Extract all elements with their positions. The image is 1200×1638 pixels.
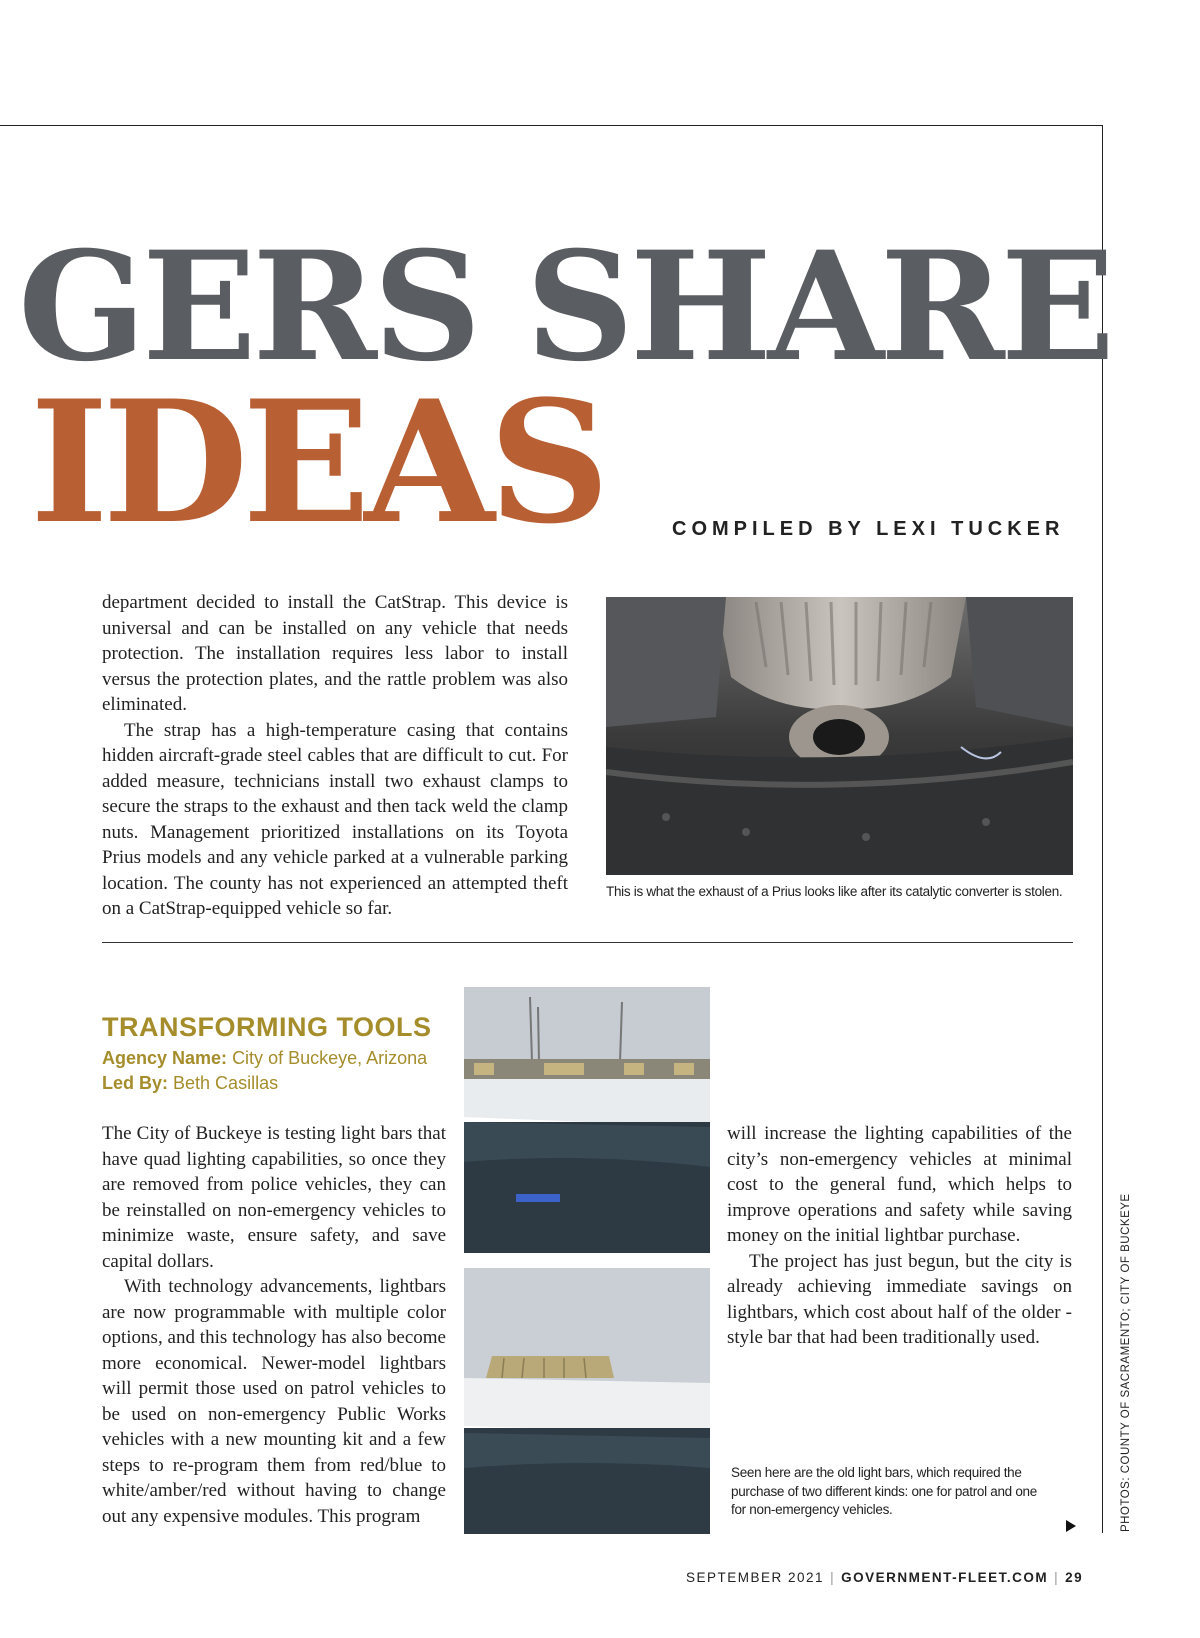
photo-caption: Seen here are the old light bars, which required the purchase of two different kinds: one for patrol and one for non-emergency vehicles. xyxy=(731,1465,1037,1517)
paragraph: With technology advancements, lightbars are now programmable with multiple color options, and this technology has also become more economical. Newer-model lightbars will permit those used on patrol vehicles to be used on non-emergency Public Works vehicles with a new mounting kit and a few steps to re-program them from red/blue to white/amber/red without having to change out any expensive modules. This program xyxy=(102,1276,446,1527)
led-by-value: Beth Casillas xyxy=(173,1073,279,1093)
buckeye-article-left-column xyxy=(102,1121,446,1529)
catstrap-article-column xyxy=(102,590,568,922)
led-by-line xyxy=(102,1073,278,1094)
page-footer xyxy=(686,1570,1083,1585)
byline: COMPILED BY LEXI TUCKER xyxy=(672,518,1065,540)
footer-site: GOVERNMENT-FLEET.COM xyxy=(841,1570,1049,1585)
page-number: 29 xyxy=(1065,1570,1084,1585)
paragraph: The City of Buckeye is testing light bars that have quad lighting capabilities, so once they are removed from police vehicles, they can be reinstalled on non-emergency vehicles to minimize waste, ensure safety, and save capital dollars. xyxy=(102,1123,446,1272)
agency-label: Agency Name: xyxy=(102,1048,228,1068)
footer-separator: | xyxy=(1054,1570,1060,1585)
continue-arrow-icon xyxy=(1066,1520,1076,1532)
prius-exhaust-photo xyxy=(606,597,1073,875)
lightbar-photo-top xyxy=(464,987,710,1253)
agency-value: City of Buckeye, Arizona xyxy=(232,1048,428,1068)
headline-line-1: GERS SHARE xyxy=(18,219,1112,395)
footer-date: SEPTEMBER 2021 xyxy=(686,1570,825,1585)
paragraph: department decided to install the CatStrap. This device is universal and can be installed on any vehicle that needs protection. The installation requires less labor to install versus the protection plates, and the rattle problem was also eliminated. xyxy=(102,592,568,715)
section-title: TRANSFORMING TOOLS xyxy=(102,1012,432,1042)
paragraph: The strap has a high-temperature casing that contains hidden aircraft-grade steel cables that are difficult to cut. For added measure, technicians install two exhaust clamps to secure the straps to the exhaust and then tack weld the clamp nuts. Management prioritized installations on its Toyota Prius models and any vehicle parked at a vulnerable parking location. The county has not experienced an attempted theft on a CatStrap-equipped vehicle so far. xyxy=(102,719,568,919)
page-frame-top-rule xyxy=(0,125,1103,126)
paragraph: will increase the lighting capabilities of the city’s non-emergency vehicles at minimal cost to the general fund, which helps to improve operations and safety while saving money on the initial lightbar purchase. xyxy=(727,1123,1072,1246)
photo-caption: This is what the exhaust of a Prius looks like after its catalytic converter is stolen. xyxy=(606,884,1063,899)
agency-name-line xyxy=(102,1048,427,1069)
section-divider xyxy=(102,942,1073,943)
lightbar-photo-bottom xyxy=(464,1268,710,1534)
paragraph: The project has just begun, but the city is already achieving immediate savings on lightbars, which cost about half of the older -style bar that had been traditionally used. xyxy=(727,1250,1072,1348)
buckeye-article-right-column xyxy=(727,1121,1072,1351)
footer-separator: | xyxy=(830,1570,836,1585)
led-by-label: Led By: xyxy=(102,1073,169,1093)
photo-credit: PHOTOS: COUNTY OF SACRAMENTO; CITY OF BUCKEYE xyxy=(1120,1193,1132,1532)
headline-line-2: IDEAS xyxy=(30,363,604,561)
